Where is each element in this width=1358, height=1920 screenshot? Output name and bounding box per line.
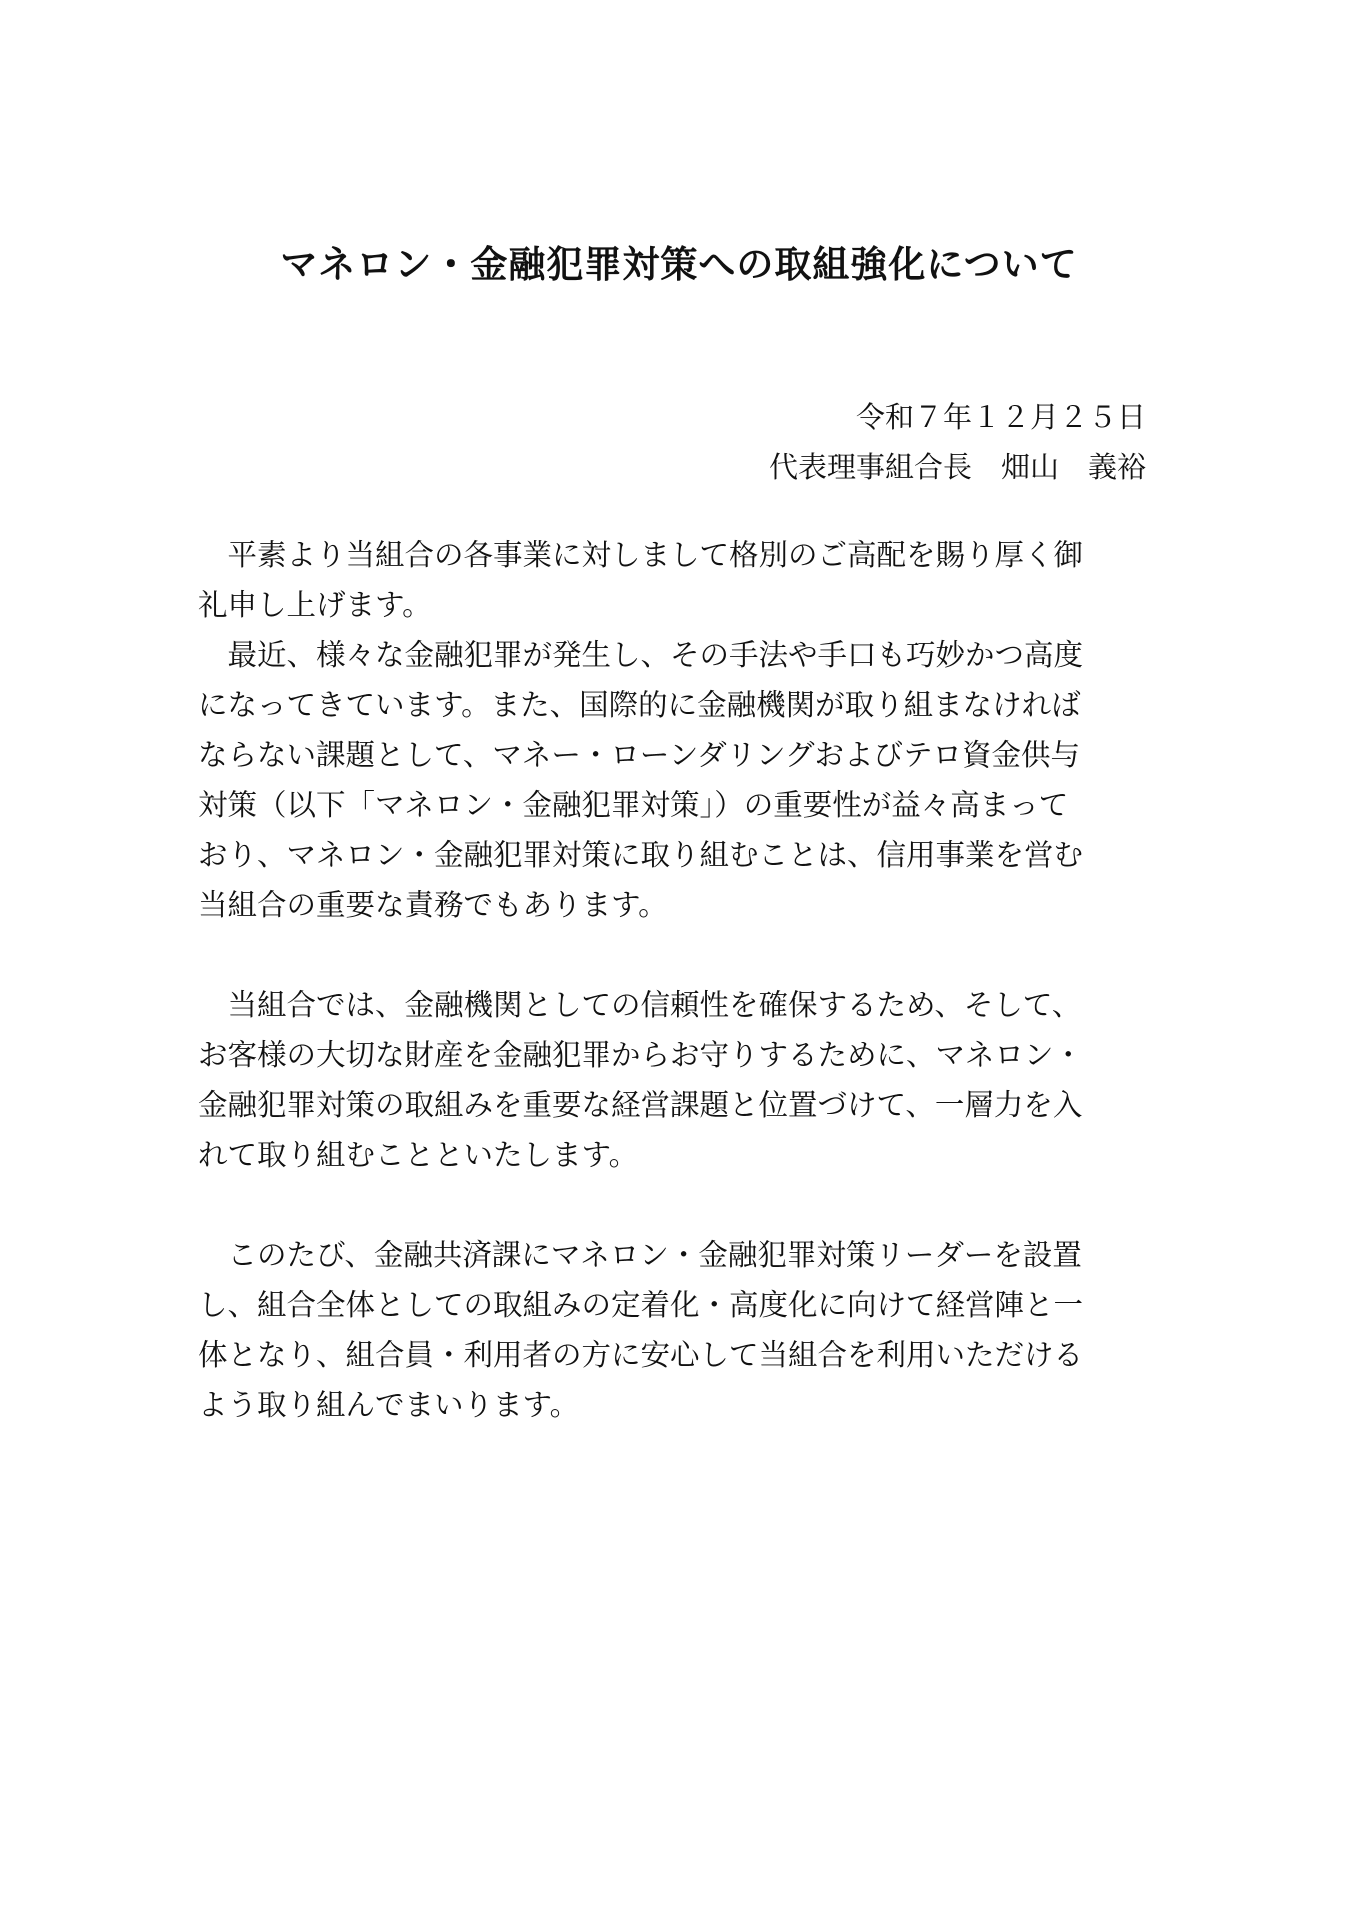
paragraph-4-line-4: よう取り組んでまいります。 <box>198 1388 580 1422</box>
document-body <box>198 530 1160 1430</box>
paragraph-1-line-2: 礼申し上げます。 <box>198 588 432 622</box>
document-date: 令和７年１２月２５日 <box>855 400 1146 434</box>
paragraph-2-line-2: になってきています。また、国際的に金融機関が取り組まなければ <box>198 688 1081 722</box>
paragraph-3-line-1: 当組合では、金融機関としての信頼性を確保するため、そして、 <box>198 988 1082 1022</box>
paragraph-4-line-1: このたび、金融共済課にマネロン・金融犯罪対策リーダーを設置 <box>198 1238 1082 1272</box>
paragraph-4-line-3: 体となり、組合員・利用者の方に安心して当組合を利用いただける <box>198 1338 1084 1372</box>
paragraph-3-line-3: 金融犯罪対策の取組みを重要な経営課題と位置づけて、一層力を入 <box>198 1088 1083 1122</box>
paragraph-3-line-4: れて取り組むことといたします。 <box>198 1138 639 1172</box>
paragraph-spacer <box>198 930 1160 980</box>
document-meta <box>769 392 1146 492</box>
paragraph-1-line-1: 平素より当組合の各事業に対しまして格別のご高配を賜り厚く御 <box>198 538 1084 572</box>
paragraph-2-line-5: おり、マネロン・金融犯罪対策に取り組むことは、信用事業を営む <box>198 838 1084 872</box>
paragraph-2-line-6: 当組合の重要な責務でもあります。 <box>198 888 668 922</box>
paragraph-4-line-2: し、組合全体としての取組みの定着化・高度化に向けて経営陣と一 <box>198 1288 1084 1322</box>
paragraph-3-line-2: お客様の大切な財産を金融犯罪からお守りするために、マネロン・ <box>198 1038 1084 1072</box>
paragraph-spacer <box>198 1180 1160 1230</box>
document-signatory: 代表理事組合長 畑山 義裕 <box>768 450 1146 484</box>
paragraph-2-line-3: ならない課題として、マネー・ローンダリングおよびテロ資金供与 <box>198 738 1081 772</box>
document-title: マネロン・金融犯罪対策への取組強化について <box>280 243 1078 286</box>
paragraph-2-line-1: 最近、様々な金融犯罪が発生し、その手法や手口も巧妙かつ高度 <box>198 638 1084 672</box>
paragraph-2-line-4: 対策（以下「マネロン・金融犯罪対策」）の重要性が益々高まって <box>198 788 1069 822</box>
